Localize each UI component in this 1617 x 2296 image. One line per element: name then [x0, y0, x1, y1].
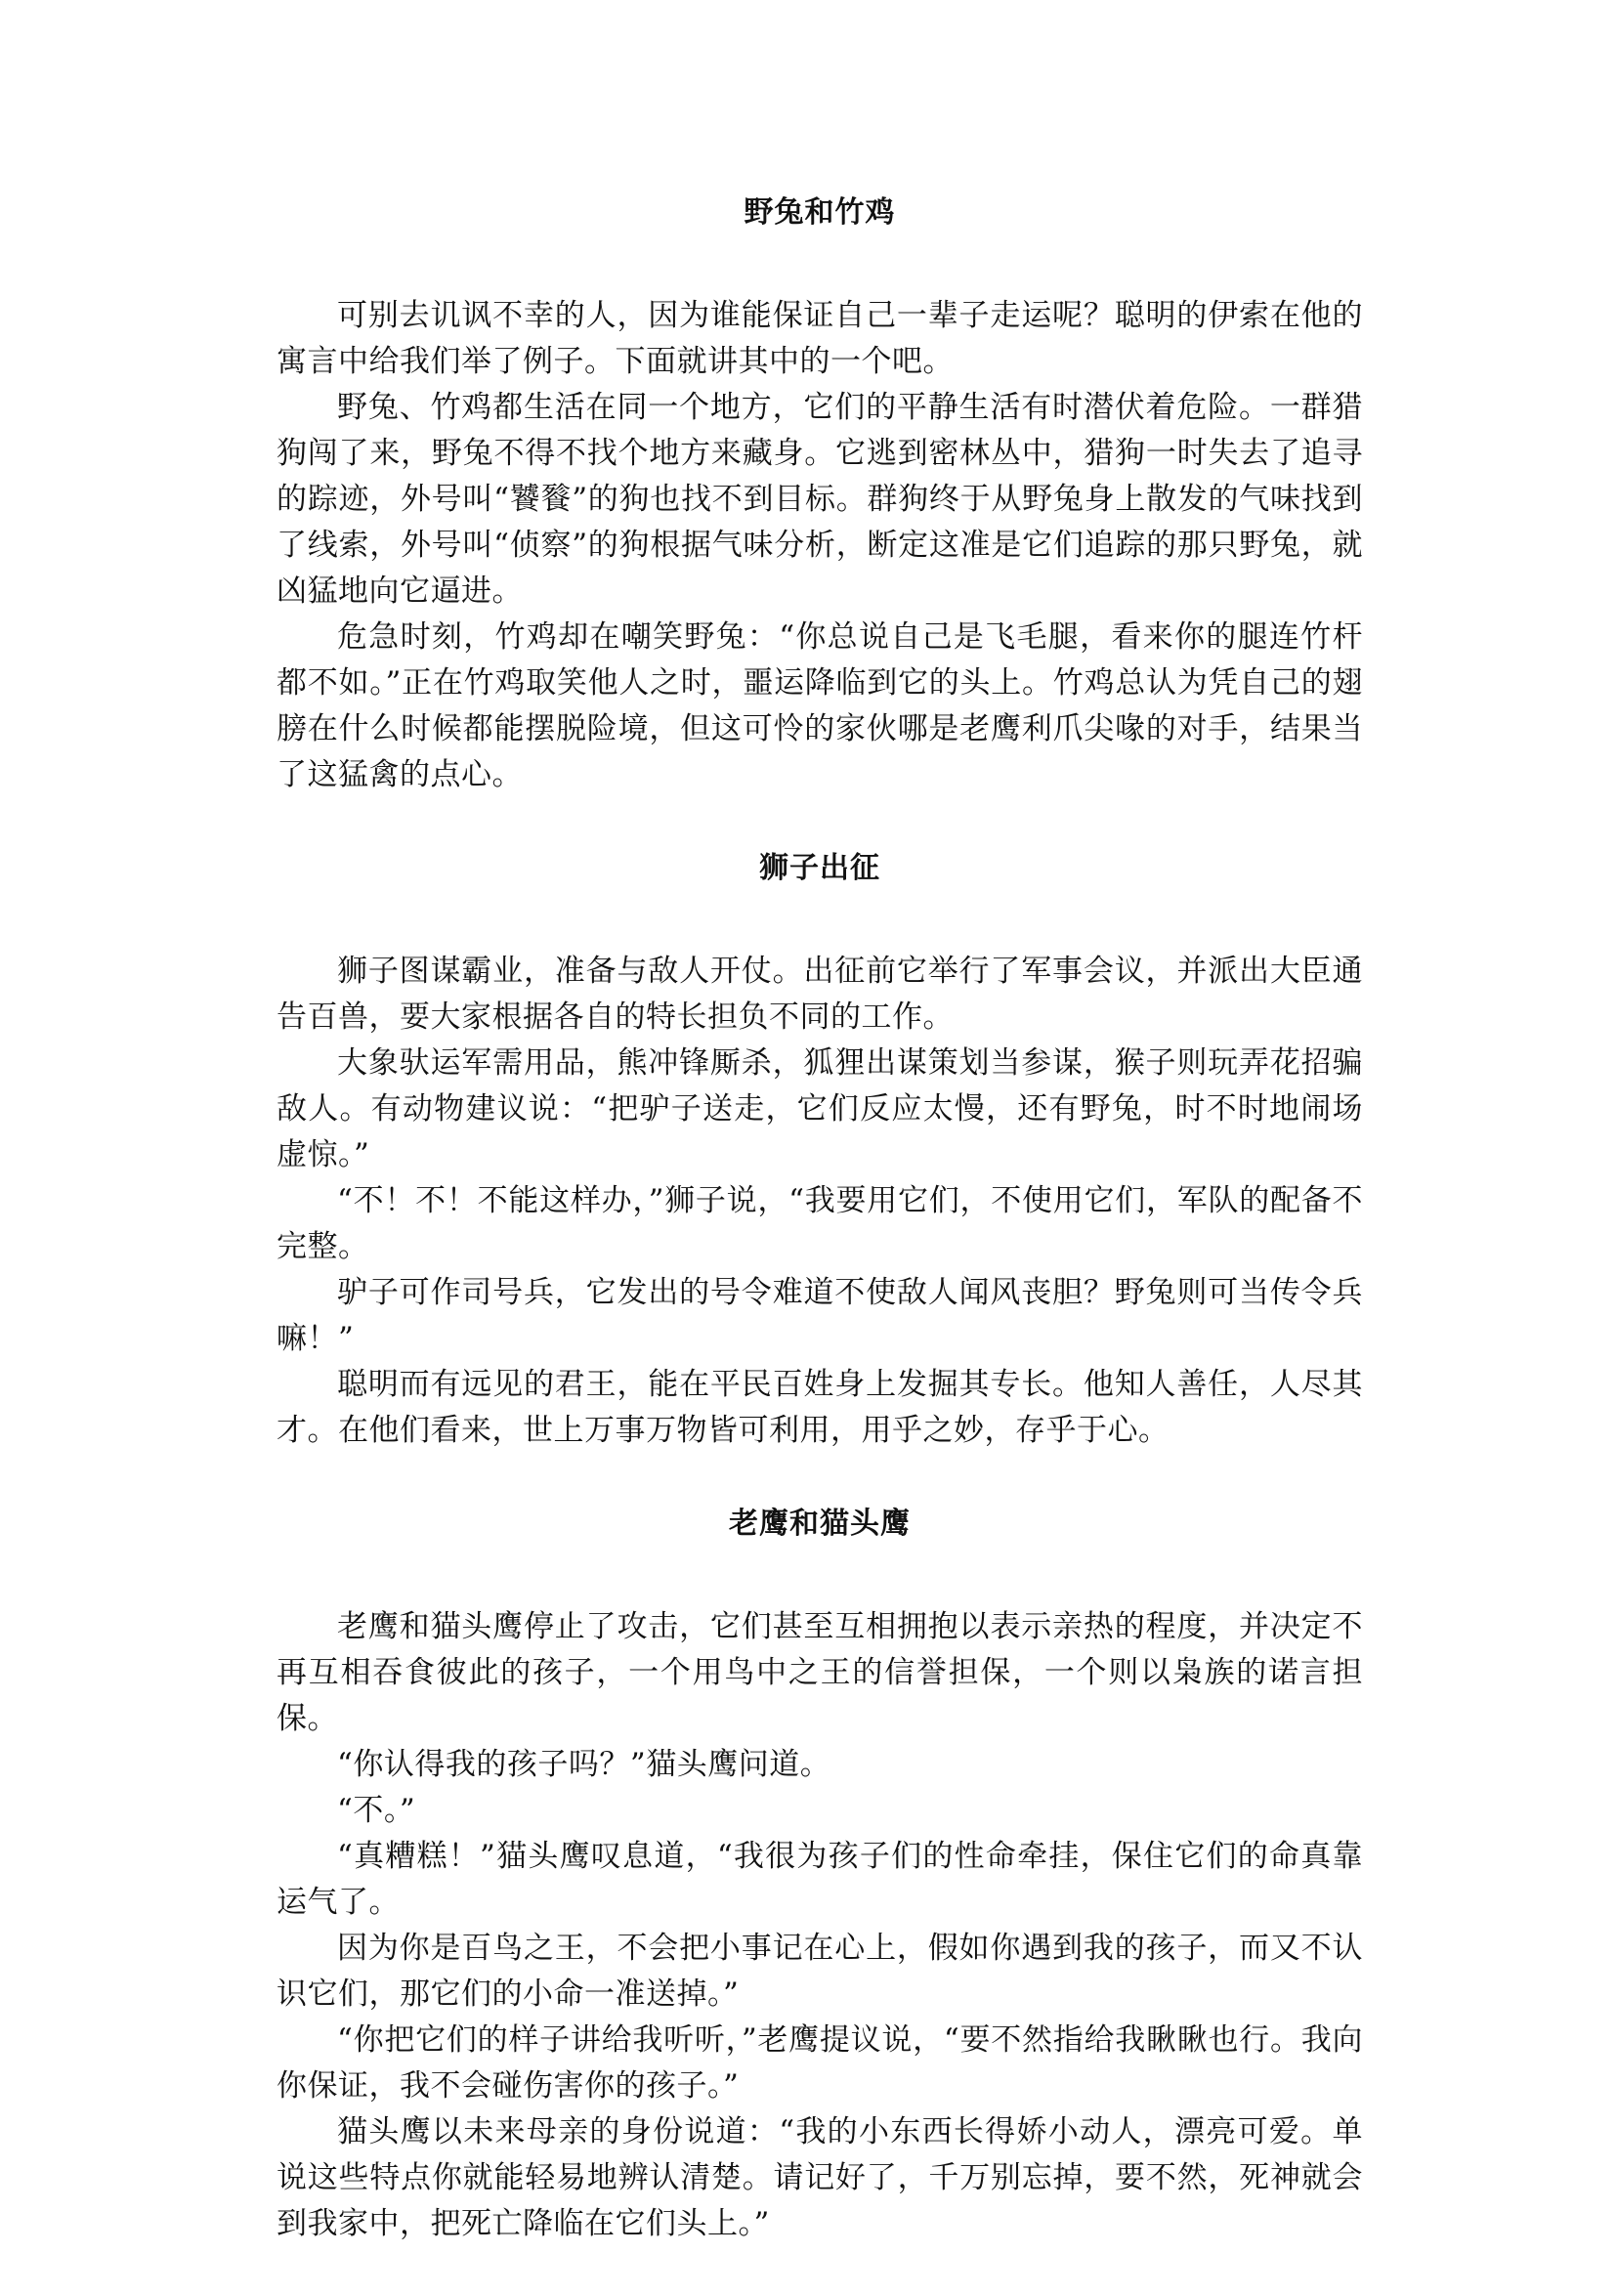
story-paragraph: “不！不！不能这样办，”狮子说，“我要用它们，不使用它们，军队的配备不完整。	[277, 1183, 1363, 1264]
story-lion-goes-to-war	[277, 847, 1363, 1454]
story-paragraph: “你把它们的样子讲给我听听，”老鹰提议说，“要不然指给我瞅瞅也行。我向你保证，我不会碰伤害你的孩子。”	[277, 2022, 1363, 2104]
story-paragraph: 聪明而有远见的君王，能在平民百姓身上发掘其专长。他知人善任，人尽其才。在他们看来，世上万事万物皆可利用，用乎之妙，存乎于心。	[277, 1367, 1363, 1448]
document-page	[277, 191, 1363, 2296]
story-paragraph: 危急时刻，竹鸡却在嘲笑野兔：“你总说自己是飞毛腿，看来你的腿连竹杆都不如。”正在竹鸡取笑他人之时，噩运降临到它的头上。竹鸡总认为凭自己的翅膀在什么时候都能摆脱险境，但这可怜的家伙哪是老鹰利爪尖喙的对手，结果当了这猛禽的点心。	[277, 619, 1363, 792]
story-paragraph: 大象驮运军需用品，熊冲锋厮杀，狐狸出谋策划当参谋，猴子则玩弄花招骗敌人。有动物建议说：“把驴子送走，它们反应太慢，还有野兔，时不时地闹场虚惊。”	[277, 1045, 1363, 1172]
story-title: 老鹰和猫头鹰	[729, 1507, 911, 1541]
story-paragraph: 可别去讥讽不幸的人，因为谁能保证自己一辈子走运呢？聪明的伊索在他的寓言中给我们举了例子。下面就讲其中的一个吧。	[277, 298, 1363, 379]
story-paragraph: 狮子图谋霸业，准备与敌人开仗。出征前它举行了军事会议，并派出大臣通告百兽，要大家根据各自的特长担负不同的工作。	[277, 954, 1363, 1035]
story-paragraph: 猫头鹰以未来母亲的身份说道：“我的小东西长得娇小动人，漂亮可爱。单说这些特点你就能轻易地辨认清楚。请记好了，千万别忘掉，要不然，死神就会到我家中，把死亡降临在它们头上。”	[277, 2114, 1363, 2241]
story-title: 狮子出征	[759, 851, 880, 885]
story-paragraph: 老鹰和猫头鹰停止了攻击，它们甚至互相拥抱以表示亲热的程度，并决定不再互相吞食彼此的孩子，一个用鸟中之王的信誉担保，一个则以枭族的诺言担保。	[277, 1609, 1363, 1736]
story-paragraph: “不。”	[337, 1793, 416, 1828]
story-hare-and-partridge	[277, 191, 1363, 798]
story-paragraph: 野兔、竹鸡都生活在同一个地方，它们的平静生活有时潜伏着危险。一群猎狗闯了来，野兔不得不找个地方来藏身。它逃到密林丛中，猎狗一时失去了追寻的踪迹，外号叫“饕餮”的狗也找不到目标。群狗终于从野兔身上散发的气味找到了线索，外号叫“侦察”的狗根据气味分析，断定这准是它们追踪的那只野兔，就凶猛地向它逼进。	[277, 390, 1363, 609]
story-paragraph: “你认得我的孩子吗？”猫头鹰问道。	[337, 1747, 831, 1782]
story-eagle-and-owl	[277, 1503, 1363, 2247]
story-title: 野兔和竹鸡	[744, 195, 896, 230]
story-paragraph: “真糟糕！”猫头鹰叹息道，“我很为孩子们的性命牵挂，保住它们的命真靠运气了。	[277, 1839, 1363, 1920]
story-paragraph: 因为你是百鸟之王，不会把小事记在心上，假如你遇到我的孩子，而又不认识它们，那它们的小命一准送掉。”	[277, 1931, 1363, 2012]
story-paragraph: 驴子可作司号兵，它发出的号令难道不使敌人闻风丧胆？野兔则可当传令兵嘛！”	[277, 1275, 1363, 1356]
